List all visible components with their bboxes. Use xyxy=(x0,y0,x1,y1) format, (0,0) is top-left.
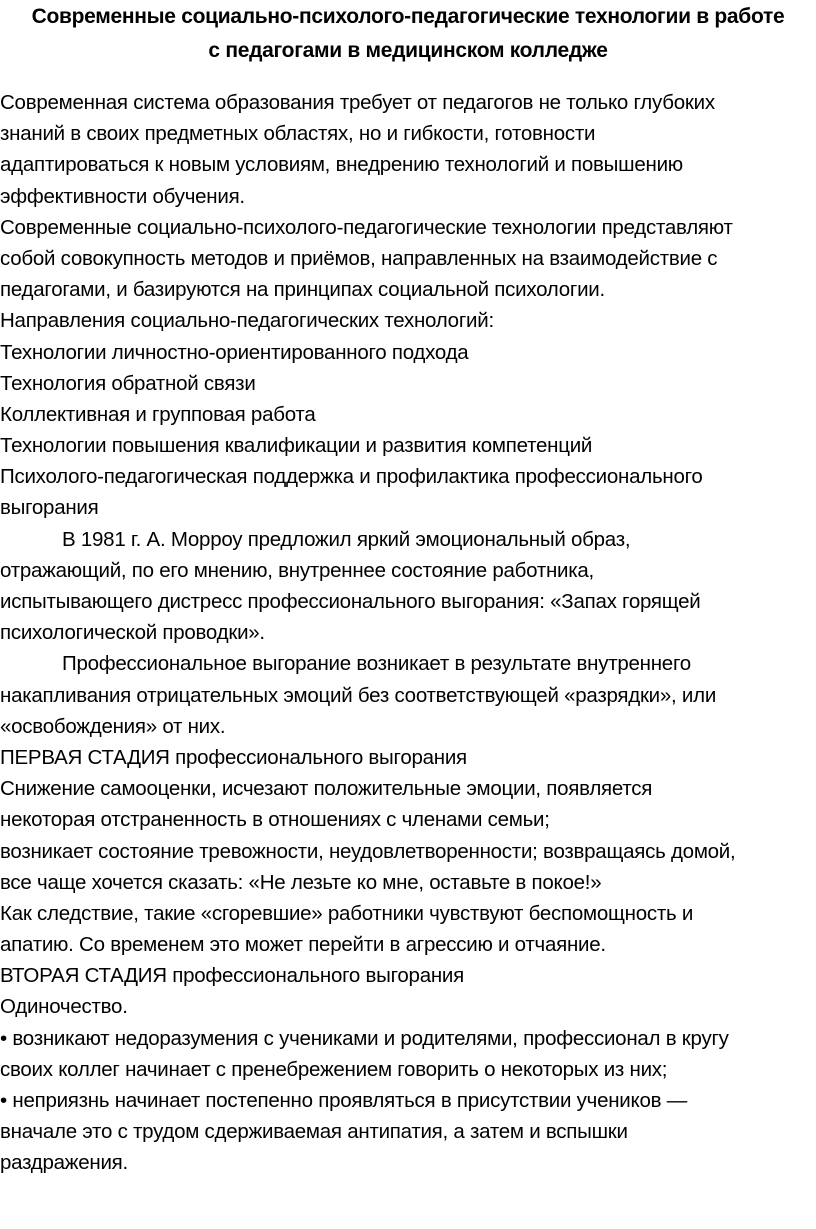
text-line: возникает состояние тревожности, неудовлетворенности; возвращаясь домой, xyxy=(0,839,736,863)
text-line: выгорания xyxy=(0,496,99,520)
text-line: апатию. Со временем это может перейти в агрессию и отчаяние. xyxy=(0,933,606,957)
text-line: В 1981 г. А. Морроу предложил яркий эмоциональный образ, xyxy=(62,527,631,551)
title-line-2: с педагогами в медицинском колледже xyxy=(208,39,608,62)
document-body xyxy=(0,87,816,1179)
text-line: вначале это с трудом сдерживаемая антипатия, а затем и вспышки xyxy=(0,1120,628,1144)
text-line: знаний в своих предметных областях, но и гибкости, готовности xyxy=(0,122,596,146)
text-line: Направления социально-педагогических технологий: xyxy=(0,309,494,333)
text-line: отражающий, по его мнению, внутреннее состояние работника, xyxy=(0,558,594,582)
text-line: • возникают недоразумения с учениками и родителями, профессионал в кругу xyxy=(0,1026,729,1050)
text-line: педагогами, и базируются на принципах социальной психологии. xyxy=(0,278,605,302)
text-line: Современные социально-психолого-педагогические технологии представляют xyxy=(0,215,733,239)
text-line: Снижение самооценки, исчезают положительные эмоции, появляется xyxy=(0,777,653,801)
text-line: Технология обратной связи xyxy=(0,371,256,395)
text-line: ВТОРАЯ СТАДИЯ профессионального выгорания xyxy=(0,964,464,988)
text-line: «освобождения» от них. xyxy=(0,714,226,738)
text-line: Технологии личностно-ориентированного подхода xyxy=(0,340,469,364)
text-line: раздражения. xyxy=(0,1151,128,1175)
text-line: своих коллег начинает с пренебрежением говорить о некоторых из них; xyxy=(0,1057,668,1081)
text-line: Как следствие, такие «сгоревшие» работники чувствуют беспомощность и xyxy=(0,901,694,925)
text-line: накапливания отрицательных эмоций без соответствующей «разрядки», или xyxy=(0,683,717,707)
text-line: • неприязнь начинает постепенно проявляться в присутствии учеников — xyxy=(0,1089,687,1112)
text-line: Коллективная и групповая работа xyxy=(0,402,316,426)
text-line: адаптироваться к новым условиям, внедрению технологий и повышению xyxy=(0,153,683,177)
text-line: испытывающего дистресс профессионального выгорания: «Запах горящей xyxy=(0,590,701,613)
title-line-1: Современные социально-психолого-педагогические технологии в работе xyxy=(31,5,785,28)
document-title xyxy=(0,0,816,68)
text-line: Современная система образования требует от педагогов не только глубоких xyxy=(0,91,715,114)
text-line: эффективности обучения. xyxy=(0,184,245,208)
text-line: Технологии повышения квалификации и развития компетенций xyxy=(0,434,593,458)
text-line: Одиночество. xyxy=(0,995,128,1019)
text-line: все чаще хочется сказать: «Не лезьте ко мне, оставьте в покое!» xyxy=(0,870,602,894)
text-line: собой совокупность методов и приёмов, направленных на взаимодействие с xyxy=(0,246,718,270)
text-line: Профессиональное выгорание возникает в результате внутреннего xyxy=(62,652,691,676)
text-line: некоторая отстраненность в отношениях с членами семьи; xyxy=(0,808,550,832)
text-line: Психолого-педагогическая поддержка и профилактика профессионального xyxy=(0,465,703,489)
text-line: психологической проводки». xyxy=(0,621,265,645)
text-line: ПЕРВАЯ СТАДИЯ профессионального выгорания xyxy=(0,745,467,769)
